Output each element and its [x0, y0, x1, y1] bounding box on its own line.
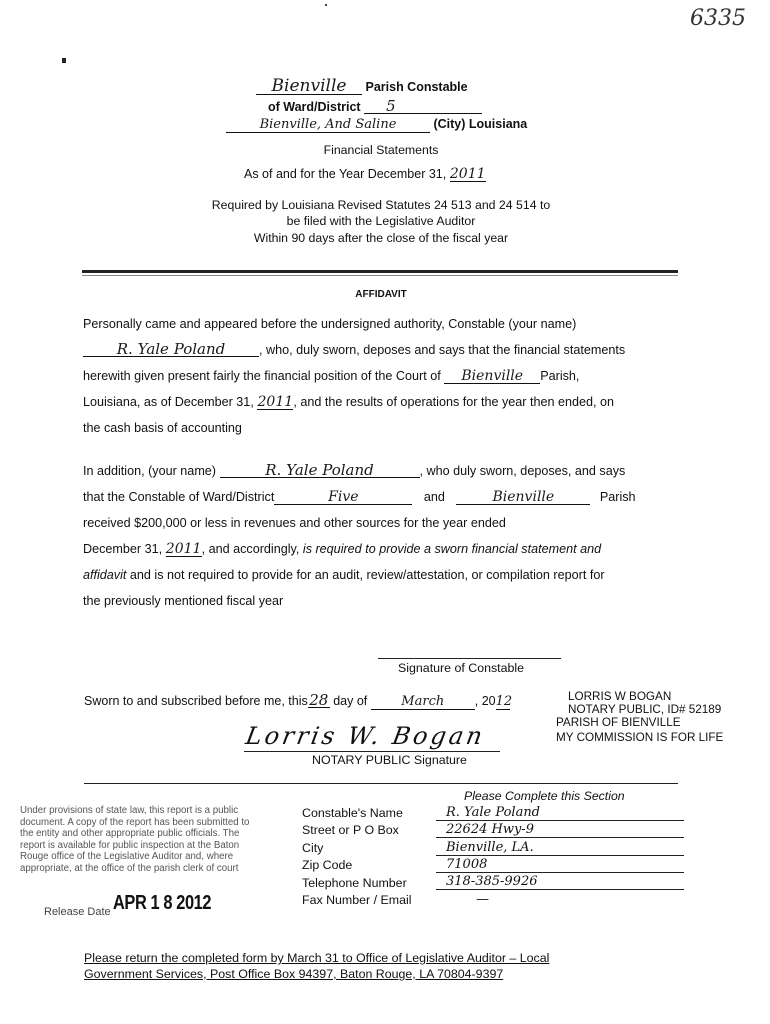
p2-line1 — [83, 458, 676, 484]
p2-line2 — [83, 484, 676, 510]
p1-line1: Personally came and appeared before the undersigned authority, Constable (your name) — [83, 317, 577, 331]
city-line — [226, 117, 527, 133]
header-divider — [82, 270, 678, 273]
stamp-line-4: report is available for public inspection at the Baton — [20, 839, 240, 851]
ward-value: 5 — [364, 99, 482, 114]
p1-line5: the cash basis of accounting — [83, 421, 242, 435]
notary-seal — [556, 690, 723, 744]
p1-name: R. Yale Poland — [83, 342, 259, 357]
footer-line-2: Government Services, Post Office Box 94397, Baton Rouge, LA 70804-9397 — [84, 967, 504, 981]
p2-line5b: and is not required to provide for an audit, review/attestation, or compilation report for — [129, 568, 605, 582]
phone-value: 318-385-9926 — [436, 874, 684, 890]
phone-label: Telephone Number — [302, 876, 407, 890]
p1-line2 — [83, 337, 676, 363]
notary-signature-line — [244, 751, 500, 752]
p2-and: and — [423, 490, 445, 504]
file-number: 6335 — [690, 6, 746, 31]
p2-line4c: is required to provide a sworn financial statement and — [302, 542, 602, 556]
contact-divider — [84, 783, 678, 784]
ward-line — [268, 99, 482, 114]
p2-parish-label: Parish — [599, 490, 636, 504]
stamp-line-2: document. A copy of the report has been submitted to — [20, 816, 250, 828]
street-value: 22624 Hwy-9 — [436, 822, 684, 838]
stamp-line-6: appropriate, at the office of the parish clerk of court — [20, 862, 239, 874]
constable-signature-line — [378, 658, 561, 659]
requirement-line-2: be filed with the Legislative Auditor — [286, 214, 476, 228]
p2-line4 — [83, 536, 676, 562]
release-date-row — [44, 892, 233, 921]
p2-parish: Bienville — [456, 490, 590, 505]
doc-title: Financial Statements — [323, 143, 439, 157]
as-of-text: As of and for the Year December 31, — [244, 167, 447, 181]
contact-section-title: Please Complete this Section — [464, 789, 625, 803]
city-field-value: Bienville, LA. — [436, 840, 684, 856]
stamp-line-5: Rouge office of the Legislative Auditor and, where — [20, 851, 234, 862]
year-prefix: , 20 — [474, 694, 496, 708]
zip-label: Zip Code — [302, 858, 353, 872]
release-date-value: APR 1 8 2012 — [113, 892, 212, 914]
p2-line5a: affidavit — [83, 568, 127, 582]
punch-mark — [325, 4, 327, 6]
header-divider-thin — [82, 275, 678, 276]
city-label: (City) Louisiana — [433, 117, 528, 131]
affidavit-paragraph-1 — [83, 311, 676, 441]
seal-line-3: PARISH OF BIENVILLE — [556, 716, 681, 729]
p1-after-name: , who, duly sworn, deposes and says that the financial statements — [259, 343, 626, 357]
p2-line1a: In addition, (your name) — [83, 464, 217, 478]
p2-line4a: December 31, — [83, 542, 163, 556]
requirement-line-1: Required by Louisiana Revised Statutes 24 513 and 24 514 to — [211, 198, 551, 212]
p2-line5 — [83, 562, 676, 588]
stamp-line-1: Under provisions of state law, this report is a public — [20, 805, 239, 816]
release-date-label: Release Date — [44, 906, 111, 918]
constable-name-label: Constable's Name — [302, 806, 403, 820]
parish-value: Bienville — [256, 78, 362, 95]
stamp-line-3: the entity and other appropriate public officials. The — [20, 828, 240, 839]
seal-line-1: LORRIS W BOGAN — [568, 690, 672, 703]
sworn-text: Sworn to and subscribed before me, this — [84, 694, 308, 708]
requirement-line-3: Within 90 days after the close of the fiscal year — [253, 231, 509, 245]
sworn-line — [84, 691, 513, 710]
day-label: day of — [333, 694, 368, 708]
seal-line-4: MY COMMISSION IS FOR LIFE — [556, 731, 724, 744]
as-of-line — [244, 167, 486, 182]
public-record-stamp — [20, 805, 292, 874]
fax-value: — — [476, 892, 489, 907]
p1-line3a: herewith given present fairly the financial position of the Court of — [83, 369, 441, 383]
footer-instructions — [84, 950, 549, 982]
punch-mark — [62, 58, 66, 63]
city-value: Bienville, And Saline — [226, 118, 430, 133]
notary-signature: Lorris W. Bogan — [243, 722, 488, 750]
p1-line4b: , and the results of operations for the year then ended, on — [293, 395, 614, 409]
zip-value: 71008 — [436, 857, 684, 873]
month-value: March — [371, 695, 475, 710]
parish-label: Parish Constable — [365, 80, 468, 94]
p1-line3b: Parish, — [540, 369, 580, 383]
city-field-label: City — [302, 841, 324, 855]
affidavit-title: AFFIDAVIT — [355, 289, 407, 300]
day-value: 28 — [309, 691, 329, 709]
constable-signature-label: Signature of Constable — [398, 661, 525, 675]
p2-line6: the previously mentioned fiscal year — [83, 594, 284, 608]
parish-line — [256, 78, 468, 95]
p1-line4a: Louisiana, as of December 31, — [83, 395, 254, 409]
constable-name-value: R. Yale Poland — [436, 805, 684, 821]
year-value: 2011 — [449, 166, 486, 182]
fax-label: Fax Number / Email — [302, 893, 412, 907]
notary-signature-label: NOTARY PUBLIC Signature — [312, 753, 467, 767]
p1-court: Bienville — [444, 369, 540, 384]
street-label: Street or P O Box — [302, 823, 399, 837]
footer-line-1: Please return the completed form by March 31 to Office of Legislative Auditor – Local — [84, 951, 550, 965]
p2-line4b: , and accordingly, — [201, 542, 300, 556]
p2-name: R. Yale Poland — [220, 463, 420, 478]
p2-year: 2011 — [165, 541, 202, 557]
p1-line3 — [83, 363, 676, 389]
p1-year: 2011 — [257, 394, 294, 410]
p2-line1b: , who duly sworn, deposes, and says — [419, 464, 626, 478]
affidavit-paragraph-2 — [83, 458, 676, 614]
ward-label: of Ward/District — [268, 100, 361, 114]
p1-line4 — [83, 389, 676, 415]
year-suffix: 12 — [495, 694, 513, 709]
seal-line-2: NOTARY PUBLIC, ID# 52189 — [568, 703, 722, 716]
p2-line3: received $200,000 or less in revenues and other sources for the year ended — [83, 516, 506, 530]
p2-ward: Five — [274, 490, 412, 505]
p2-line2a: that the Constable of Ward/District — [83, 490, 275, 504]
